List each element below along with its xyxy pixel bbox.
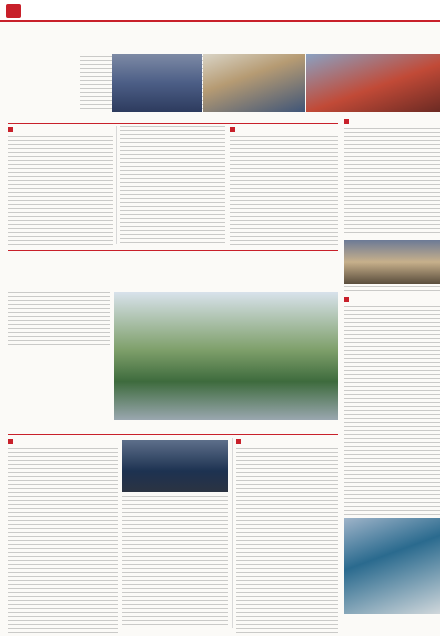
photo-inspection [203, 54, 305, 112]
section-marker-icon [236, 439, 241, 444]
sidebar-section-heading [344, 118, 440, 125]
section-heading [8, 438, 118, 445]
section-5-col-b [122, 496, 228, 626]
sidebar-lower [344, 296, 440, 516]
divider [8, 250, 338, 251]
masthead [0, 0, 440, 22]
sidebar-photo [344, 240, 440, 284]
sidebar-caption [344, 286, 440, 292]
section-5 [8, 438, 118, 636]
divider [8, 123, 338, 124]
section-4 [236, 438, 338, 636]
section-heading [236, 438, 338, 445]
section-marker-icon [344, 297, 349, 302]
second-lead [8, 292, 110, 352]
section-2-col-a [120, 126, 225, 244]
section-marker-icon [8, 439, 13, 444]
divider [8, 434, 338, 435]
section-1 [8, 126, 113, 248]
photo-firefighters [112, 54, 202, 112]
column-rule [232, 438, 233, 628]
sidebar-top [344, 118, 440, 238]
section-marker-icon [230, 127, 235, 132]
section-heading [8, 126, 113, 133]
section-heading [344, 296, 440, 303]
section-2 [230, 126, 338, 248]
page-number [6, 4, 21, 18]
section-marker-icon [8, 127, 13, 132]
section-marker-icon [344, 119, 349, 124]
photo-team [306, 54, 440, 112]
building-photo [114, 292, 338, 420]
column-rule [116, 126, 117, 244]
staff-photo [122, 440, 228, 492]
office-photo [344, 518, 440, 614]
section-heading [230, 126, 338, 133]
